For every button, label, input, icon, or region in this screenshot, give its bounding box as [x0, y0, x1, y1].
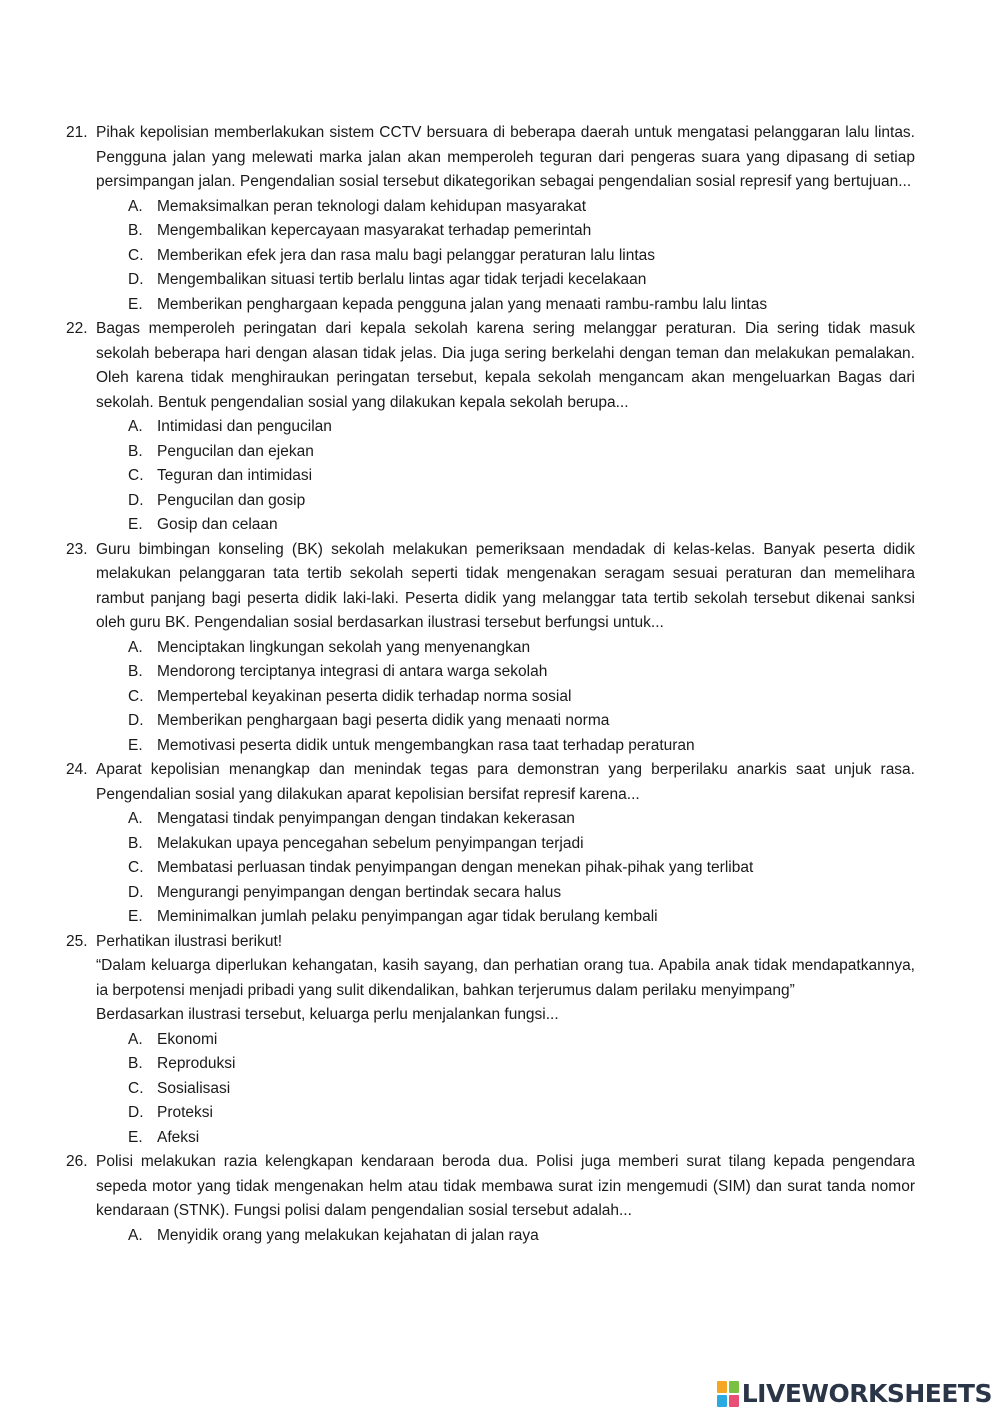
option-c[interactable]	[0, 856, 1000, 881]
option-letter: B.	[128, 834, 143, 852]
option-a[interactable]	[0, 807, 1000, 832]
option-text: Membatasi perluasan tindak penyimpangan dengan menekan pihak-pihak yang terlibat	[157, 859, 754, 876]
option-letter: C.	[128, 467, 144, 484]
option-text: Meminimalkan jumlah pelaku penyimpangan agar tidak berulang kembali	[157, 908, 658, 925]
option-letter: E.	[128, 295, 143, 313]
option-letter: D.	[128, 271, 144, 288]
option-letter: D.	[128, 712, 144, 729]
logo-tile-e	[729, 1395, 739, 1407]
question-number: 25.	[66, 932, 88, 950]
option-letter: C.	[128, 687, 144, 705]
option-text: Memaksimalkan peran teknologi dalam kehidupan masyarakat	[157, 197, 587, 215]
logo-tile-v	[717, 1395, 727, 1407]
option-e[interactable]	[0, 1126, 1000, 1151]
option-text: Mengembalikan situasi tertib berlalu lintas agar tidak terjadi kecelakaan	[157, 271, 647, 288]
question-paragraph: Bagas memperoleh peringatan dari kepala sekolah karena sering melanggar peraturan. Dia sering tidak masuk sekolah beberapa hari dengan alasan tidak jelas. Dia juga sering berkelahi dengan teman dan melakukan pemalakan. Oleh karena tidak menghiraukan peringatan tersebut, kepala sekolah mengancam akan mengeluarkan Bagas dari sekolah. Bentuk pengendalian sosial yang dilakukan kepala sekolah berupa...	[96, 320, 915, 411]
option-d[interactable]	[0, 1101, 1000, 1126]
option-text: Afeksi	[157, 1128, 200, 1146]
option-text: Mengatasi tindak penyimpangan dengan tindakan kekerasan	[157, 810, 575, 827]
option-a[interactable]	[0, 1224, 1000, 1249]
option-text: Reproduksi	[157, 1055, 236, 1072]
option-e[interactable]	[0, 293, 1000, 318]
option-c[interactable]	[0, 244, 1000, 269]
question-prompt: Berdasarkan ilustrasi tersebut, keluarga perlu menjalankan fungsi...	[96, 1006, 559, 1023]
question-26	[0, 1150, 1000, 1248]
question-number: 24.	[66, 761, 88, 778]
option-letter: B.	[128, 442, 143, 460]
option-a[interactable]	[0, 1028, 1000, 1053]
question-number: 23.	[66, 540, 88, 558]
question-text	[96, 538, 915, 636]
question-number: 26.	[66, 1153, 88, 1170]
option-letter: A.	[128, 810, 143, 827]
option-c[interactable]	[0, 464, 1000, 489]
option-text: Pengucilan dan ejekan	[157, 442, 314, 460]
option-text: Pengucilan dan gosip	[157, 491, 306, 509]
logo-tile-i	[729, 1381, 739, 1393]
question-paragraph: Aparat kepolisian menangkap dan menindak tegas para demonstran yang berperilaku anarkis saat unjuk rasa. Pengendalian sosial yang dilakukan aparat kepolisian bersifat represif karena...	[96, 761, 915, 803]
option-letter: A.	[128, 418, 143, 435]
option-text: Mengembalikan kepercayaan masyarakat terhadap pemerintah	[157, 222, 592, 239]
option-letter: C.	[128, 859, 144, 876]
option-letter: E.	[128, 908, 143, 925]
option-letter: D.	[128, 491, 144, 509]
option-letter: B.	[128, 1055, 143, 1072]
option-text: Melakukan upaya pencegahan sebelum penyimpangan terjadi	[157, 834, 584, 852]
question-number: 21.	[66, 124, 88, 141]
question-paragraph: Guru bimbingan konseling (BK) sekolah melakukan pemeriksaan mendadak di kelas-kelas. Banyak peserta didik melakukan pelanggaran tata tertib sekolah seperti tidak mengenakan seragam sesuai peraturan dan memelihara rambut panjang bagi peserta didik laki-laki. Peserta didik yang melanggar tata tertib sekolah tersebut dikenai sanksi oleh guru BK. Pengendalian sosial berdasarkan ilustrasi tersebut berfungsi untuk...	[96, 540, 915, 631]
question-text	[96, 1150, 915, 1224]
question-23	[0, 538, 1000, 759]
option-letter: C.	[128, 246, 144, 264]
option-text: Intimidasi dan pengucilan	[157, 418, 332, 435]
option-text: Memberikan efek jera dan rasa malu bagi pelanggar peraturan lalu lintas	[157, 246, 656, 264]
option-letter: B.	[128, 222, 143, 239]
option-e[interactable]	[0, 734, 1000, 759]
option-letter: A.	[128, 197, 143, 215]
question-number: 22.	[66, 320, 88, 337]
option-c[interactable]	[0, 1077, 1000, 1102]
option-text: Mendorong terciptanya integrasi di antara warga sekolah	[157, 663, 548, 680]
option-letter: E.	[128, 736, 143, 754]
option-letter: A.	[128, 638, 143, 656]
option-text: Teguran dan intimidasi	[157, 467, 313, 484]
option-b[interactable]	[0, 832, 1000, 857]
question-paragraph: Perhatikan ilustrasi berikut!	[96, 932, 283, 950]
option-letter: D.	[128, 1104, 144, 1121]
option-b[interactable]	[0, 1052, 1000, 1077]
option-letter: C.	[128, 1079, 144, 1097]
question-text	[96, 758, 915, 807]
option-letter: E.	[128, 516, 143, 533]
liveworksheets-logo-icon	[717, 1381, 739, 1407]
question-21	[0, 121, 1000, 317]
question-paragraph: Polisi melakukan razia kelengkapan kendaraan beroda dua. Polisi juga memberi surat tilang kepada pengendara sepeda motor yang tidak mengenakan helm atau tidak membawa surat izin mengemudi (SIM) dan surat tanda nomor kendaraan (STNK). Fungsi polisi dalam pengendalian sosial tersebut adalah...	[96, 1153, 915, 1219]
option-b[interactable]	[0, 440, 1000, 465]
option-d[interactable]	[0, 881, 1000, 906]
option-text: Mengurangi penyimpangan dengan bertindak secara halus	[157, 883, 562, 901]
option-letter: A.	[128, 1226, 143, 1244]
option-e[interactable]	[0, 905, 1000, 930]
question-25	[0, 930, 1000, 1151]
option-letter: B.	[128, 663, 143, 680]
option-text: Gosip dan celaan	[157, 516, 278, 533]
option-letter: A.	[128, 1030, 143, 1048]
option-d[interactable]	[0, 489, 1000, 514]
option-c[interactable]	[0, 685, 1000, 710]
option-text: Memotivasi peserta didik untuk mengembangkan rasa taat terhadap peraturan	[157, 736, 695, 754]
question-24	[0, 758, 1000, 930]
question-text	[96, 121, 915, 195]
illustration-quote: “Dalam keluarga diperlukan kehangatan, kasih sayang, dan perhatian orang tua. Apabila anak tidak mendapatkannya, ia berpotensi menjadi pribadi yang sulit dikendalikan, bahkan terjerumus dalam perilaku menyimpang”	[96, 957, 915, 999]
option-text: Sosialisasi	[157, 1079, 231, 1097]
option-text: Ekonomi	[157, 1030, 218, 1048]
option-text: Menyidik orang yang melakukan kejahatan di jalan raya	[157, 1226, 539, 1244]
option-letter: D.	[128, 883, 144, 901]
option-d[interactable]	[0, 709, 1000, 734]
option-text: Memberikan penghargaan kepada pengguna jalan yang menaati rambu-rambu lalu lintas	[157, 295, 768, 313]
option-e[interactable]	[0, 513, 1000, 538]
option-a[interactable]	[0, 195, 1000, 220]
question-text	[96, 317, 915, 415]
option-a[interactable]	[0, 636, 1000, 661]
option-text: Memberikan penghargaan bagi peserta didik yang menaati norma	[157, 712, 610, 729]
worksheet-page	[0, 121, 1000, 1248]
liveworksheets-brand	[717, 1378, 992, 1410]
option-b[interactable]	[0, 660, 1000, 685]
question-text	[96, 930, 915, 1028]
option-d[interactable]	[0, 268, 1000, 293]
option-text: Mempertebal keyakinan peserta didik terhadap norma sosial	[157, 687, 572, 705]
option-text: Proteksi	[157, 1104, 213, 1121]
option-b[interactable]	[0, 219, 1000, 244]
option-a[interactable]	[0, 415, 1000, 440]
logo-tile-l	[717, 1381, 727, 1393]
option-text: Menciptakan lingkungan sekolah yang menyenangkan	[157, 638, 531, 656]
liveworksheets-wordmark: LIVEWORKSHEETS	[741, 1379, 992, 1408]
question-22	[0, 317, 1000, 538]
option-letter: E.	[128, 1128, 143, 1146]
question-paragraph: Pihak kepolisian memberlakukan sistem CCTV bersuara di beberapa daerah untuk mengatasi pelanggaran lalu lintas. Pengguna jalan yang melewati marka jalan akan memperoleh teguran dari pengeras suara yang dipasang di setiap persimpangan jalan. Pengendalian sosial tersebut dikategorikan sebagai pengendalian sosial represif yang bertujuan...	[96, 124, 915, 190]
